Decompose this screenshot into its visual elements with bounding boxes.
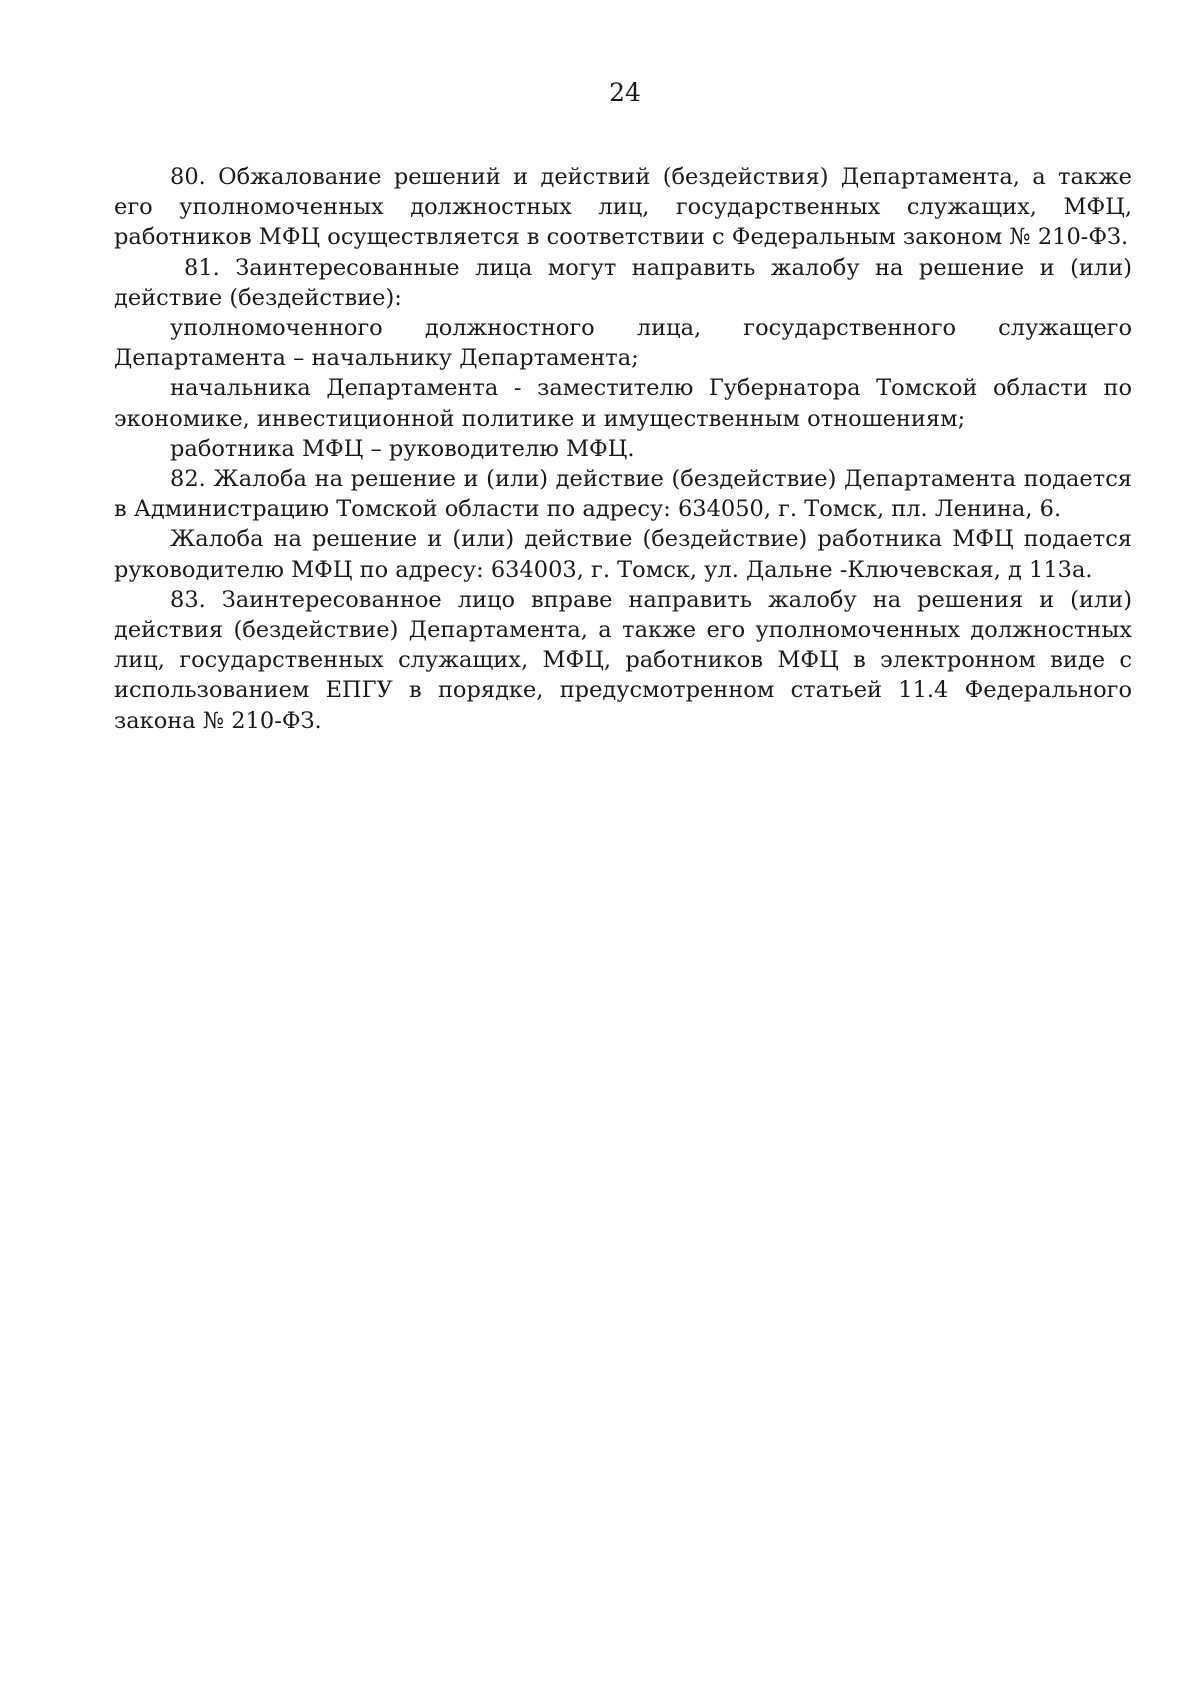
paragraph-82: 82. Жалоба на решение и (или) действие (бездействие) Департамента подается в Администрацию Томской области по адресу: 634050, г. Томск, пл. Ленина, 6. xyxy=(114,466,1132,523)
paragraph-82-mfc-complaint: Жалоба на решение и (или) действие (бездействие) работника МФЦ подается руководителю МФЦ по адресу: 634003, г. Томск, ул. Дальне -Ключевская, д 113а. xyxy=(114,526,1132,583)
paragraph-81-item-official: уполномоченного должностного лица, государственного служащего Департамента – начальнику Департамента; xyxy=(114,315,1132,372)
paragraph-83: 83. Заинтересованное лицо вправе направить жалобу на решения и (или) действия (бездействие) Департамента, а также его уполномоченных должностных лиц, государственных служащих, МФЦ, работников МФЦ в электронном виде с использованием ЕПГУ в порядке, предусмотренном статьей 11.4 Федерального закона № 210-ФЗ. xyxy=(114,586,1132,734)
page-number: 24 xyxy=(609,78,641,107)
paragraph-80: 80. Обжалование решений и действий (бездействия) Департамента, а также его уполномоченных должностных лиц, государственных служащих, МФЦ, работников МФЦ осуществляется в соответствии с Федеральным законом № 210-ФЗ. xyxy=(114,164,1132,251)
document-body xyxy=(114,162,1132,736)
paragraph-81-item-mfc: работника МФЦ – руководителю МФЦ. xyxy=(170,435,635,462)
paragraph-81: 81. Заинтересованные лица могут направить жалобу на решение и (или) действие (бездействие): xyxy=(114,254,1132,311)
paragraph-81-item-head: начальника Департамента - заместителю Губернатора Томской области по экономике, инвестиционной политике и имущественным отношениям; xyxy=(114,375,1132,432)
